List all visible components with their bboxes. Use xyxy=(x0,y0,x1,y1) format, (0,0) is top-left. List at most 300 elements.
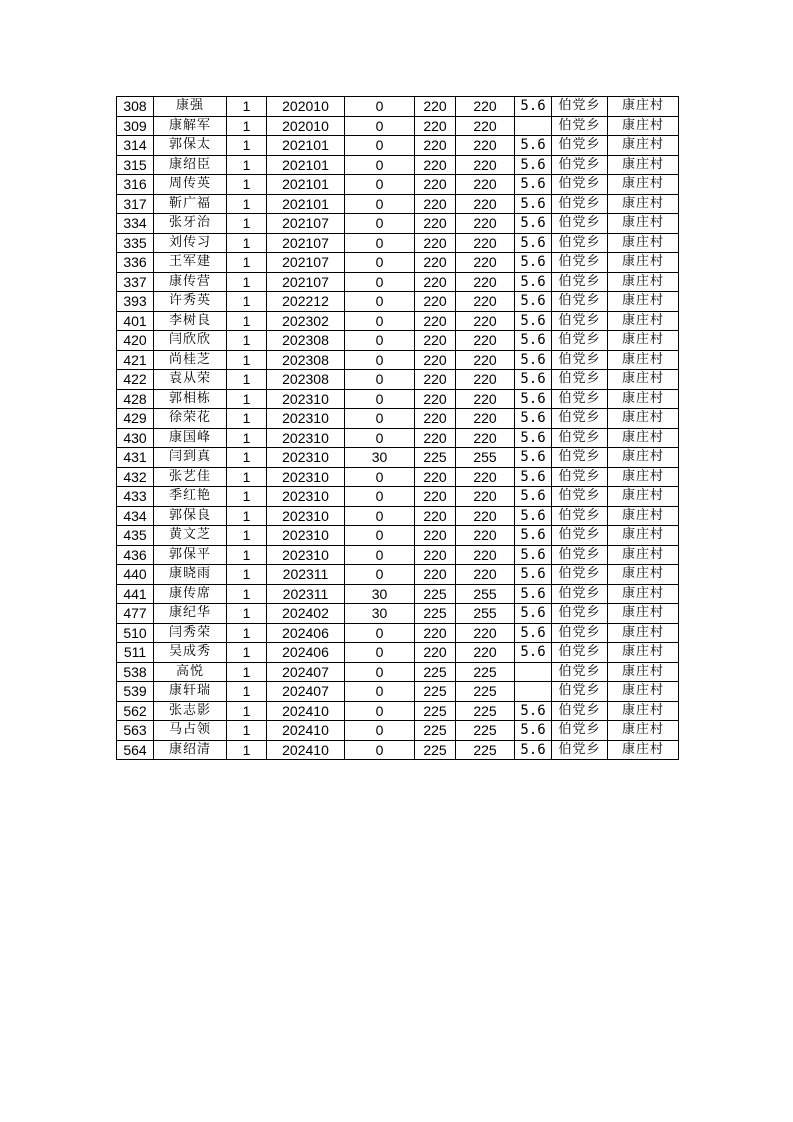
start-month-cell: 202410 xyxy=(267,740,345,760)
rate-cell: 5.6 xyxy=(515,409,552,429)
name-cell: 康轩瑞 xyxy=(154,682,227,702)
base-cell: 220 xyxy=(415,545,456,565)
base-cell: 225 xyxy=(415,721,456,741)
id-cell: 336 xyxy=(117,253,154,273)
start-month-cell: 202406 xyxy=(267,623,345,643)
rate-cell: 5.6 xyxy=(515,467,552,487)
village-cell: 康庄村 xyxy=(608,565,679,585)
rate-cell xyxy=(515,662,552,682)
base-cell: 225 xyxy=(415,682,456,702)
id-cell: 308 xyxy=(117,97,154,117)
name-cell: 康传营 xyxy=(154,272,227,292)
id-cell: 334 xyxy=(117,214,154,234)
start-month-cell: 202310 xyxy=(267,506,345,526)
start-month-cell: 202410 xyxy=(267,701,345,721)
township-cell: 伯党乡 xyxy=(552,214,608,234)
village-cell: 康庄村 xyxy=(608,97,679,117)
village-cell: 康庄村 xyxy=(608,155,679,175)
count-cell: 1 xyxy=(227,311,267,331)
extra-cell: 0 xyxy=(345,194,415,214)
count-cell: 1 xyxy=(227,604,267,624)
total-cell: 220 xyxy=(456,136,515,156)
rate-cell: 5.6 xyxy=(515,604,552,624)
table-row xyxy=(117,740,679,760)
id-cell: 393 xyxy=(117,292,154,312)
start-month-cell: 202302 xyxy=(267,311,345,331)
extra-cell: 0 xyxy=(345,155,415,175)
id-cell: 431 xyxy=(117,448,154,468)
rate-cell: 5.6 xyxy=(515,350,552,370)
name-cell: 康传席 xyxy=(154,584,227,604)
extra-cell: 0 xyxy=(345,662,415,682)
start-month-cell: 202101 xyxy=(267,136,345,156)
rate-cell: 5.6 xyxy=(515,389,552,409)
name-cell: 高悦 xyxy=(154,662,227,682)
extra-cell: 0 xyxy=(345,311,415,331)
base-cell: 220 xyxy=(415,272,456,292)
township-cell: 伯党乡 xyxy=(552,350,608,370)
village-cell: 康庄村 xyxy=(608,194,679,214)
base-cell: 225 xyxy=(415,604,456,624)
table-row xyxy=(117,194,679,214)
rate-cell: 5.6 xyxy=(515,253,552,273)
village-cell: 康庄村 xyxy=(608,506,679,526)
table-row xyxy=(117,311,679,331)
start-month-cell: 202308 xyxy=(267,331,345,351)
township-cell: 伯党乡 xyxy=(552,467,608,487)
id-cell: 563 xyxy=(117,721,154,741)
table-row xyxy=(117,292,679,312)
table-row xyxy=(117,214,679,234)
rate-cell: 5.6 xyxy=(515,623,552,643)
extra-cell: 0 xyxy=(345,233,415,253)
township-cell: 伯党乡 xyxy=(552,448,608,468)
total-cell: 225 xyxy=(456,721,515,741)
total-cell: 255 xyxy=(456,448,515,468)
id-cell: 432 xyxy=(117,467,154,487)
name-cell: 郭保良 xyxy=(154,506,227,526)
name-cell: 李树良 xyxy=(154,311,227,331)
name-cell: 黄文芝 xyxy=(154,526,227,546)
records-table xyxy=(116,96,679,760)
name-cell: 郭保平 xyxy=(154,545,227,565)
village-cell: 康庄村 xyxy=(608,136,679,156)
id-cell: 315 xyxy=(117,155,154,175)
start-month-cell: 202310 xyxy=(267,545,345,565)
name-cell: 王军建 xyxy=(154,253,227,273)
name-cell: 刘传习 xyxy=(154,233,227,253)
total-cell: 220 xyxy=(456,155,515,175)
total-cell: 220 xyxy=(456,272,515,292)
rate-cell xyxy=(515,682,552,702)
base-cell: 220 xyxy=(415,97,456,117)
id-cell: 309 xyxy=(117,116,154,136)
start-month-cell: 202010 xyxy=(267,116,345,136)
name-cell: 尚桂芝 xyxy=(154,350,227,370)
rate-cell: 5.6 xyxy=(515,331,552,351)
table-row xyxy=(117,467,679,487)
rate-cell: 5.6 xyxy=(515,740,552,760)
table-row xyxy=(117,526,679,546)
township-cell: 伯党乡 xyxy=(552,331,608,351)
township-cell: 伯党乡 xyxy=(552,662,608,682)
table-row xyxy=(117,97,679,117)
table-row xyxy=(117,487,679,507)
extra-cell: 0 xyxy=(345,136,415,156)
table-row xyxy=(117,116,679,136)
start-month-cell: 202310 xyxy=(267,526,345,546)
table-body xyxy=(117,97,679,760)
township-cell: 伯党乡 xyxy=(552,292,608,312)
start-month-cell: 202407 xyxy=(267,682,345,702)
name-cell: 许秀英 xyxy=(154,292,227,312)
total-cell: 220 xyxy=(456,175,515,195)
total-cell: 225 xyxy=(456,701,515,721)
village-cell: 康庄村 xyxy=(608,409,679,429)
total-cell: 220 xyxy=(456,428,515,448)
start-month-cell: 202010 xyxy=(267,97,345,117)
name-cell: 马占领 xyxy=(154,721,227,741)
start-month-cell: 202107 xyxy=(267,272,345,292)
base-cell: 220 xyxy=(415,487,456,507)
count-cell: 1 xyxy=(227,370,267,390)
extra-cell: 30 xyxy=(345,584,415,604)
name-cell: 郭相栋 xyxy=(154,389,227,409)
name-cell: 徐荣花 xyxy=(154,409,227,429)
base-cell: 220 xyxy=(415,428,456,448)
start-month-cell: 202107 xyxy=(267,214,345,234)
start-month-cell: 202311 xyxy=(267,565,345,585)
rate-cell: 5.6 xyxy=(515,506,552,526)
start-month-cell: 202310 xyxy=(267,428,345,448)
township-cell: 伯党乡 xyxy=(552,233,608,253)
table-row xyxy=(117,506,679,526)
count-cell: 1 xyxy=(227,740,267,760)
start-month-cell: 202101 xyxy=(267,194,345,214)
village-cell: 康庄村 xyxy=(608,740,679,760)
base-cell: 220 xyxy=(415,565,456,585)
count-cell: 1 xyxy=(227,389,267,409)
extra-cell: 0 xyxy=(345,350,415,370)
total-cell: 220 xyxy=(456,487,515,507)
count-cell: 1 xyxy=(227,116,267,136)
township-cell: 伯党乡 xyxy=(552,253,608,273)
total-cell: 255 xyxy=(456,584,515,604)
rate-cell: 5.6 xyxy=(515,526,552,546)
extra-cell: 30 xyxy=(345,604,415,624)
table-row xyxy=(117,331,679,351)
total-cell: 220 xyxy=(456,370,515,390)
table-row xyxy=(117,565,679,585)
total-cell: 255 xyxy=(456,604,515,624)
total-cell: 220 xyxy=(456,253,515,273)
count-cell: 1 xyxy=(227,506,267,526)
base-cell: 220 xyxy=(415,409,456,429)
extra-cell: 0 xyxy=(345,409,415,429)
id-cell: 440 xyxy=(117,565,154,585)
count-cell: 1 xyxy=(227,526,267,546)
base-cell: 220 xyxy=(415,175,456,195)
table-row xyxy=(117,682,679,702)
base-cell: 220 xyxy=(415,253,456,273)
extra-cell: 0 xyxy=(345,331,415,351)
village-cell: 康庄村 xyxy=(608,331,679,351)
village-cell: 康庄村 xyxy=(608,311,679,331)
extra-cell: 0 xyxy=(345,97,415,117)
table-row xyxy=(117,253,679,273)
name-cell: 袁从荣 xyxy=(154,370,227,390)
extra-cell: 0 xyxy=(345,428,415,448)
extra-cell: 0 xyxy=(345,116,415,136)
name-cell: 张艺佳 xyxy=(154,467,227,487)
base-cell: 220 xyxy=(415,526,456,546)
id-cell: 510 xyxy=(117,623,154,643)
total-cell: 220 xyxy=(456,545,515,565)
village-cell: 康庄村 xyxy=(608,370,679,390)
id-cell: 316 xyxy=(117,175,154,195)
count-cell: 1 xyxy=(227,136,267,156)
base-cell: 220 xyxy=(415,311,456,331)
township-cell: 伯党乡 xyxy=(552,194,608,214)
total-cell: 220 xyxy=(456,311,515,331)
village-cell: 康庄村 xyxy=(608,253,679,273)
village-cell: 康庄村 xyxy=(608,116,679,136)
village-cell: 康庄村 xyxy=(608,682,679,702)
count-cell: 1 xyxy=(227,584,267,604)
table-row xyxy=(117,370,679,390)
base-cell: 225 xyxy=(415,701,456,721)
extra-cell: 0 xyxy=(345,467,415,487)
total-cell: 225 xyxy=(456,682,515,702)
extra-cell: 0 xyxy=(345,389,415,409)
extra-cell: 0 xyxy=(345,682,415,702)
count-cell: 1 xyxy=(227,331,267,351)
total-cell: 225 xyxy=(456,662,515,682)
township-cell: 伯党乡 xyxy=(552,155,608,175)
rate-cell: 5.6 xyxy=(515,233,552,253)
id-cell: 428 xyxy=(117,389,154,409)
extra-cell: 0 xyxy=(345,565,415,585)
count-cell: 1 xyxy=(227,467,267,487)
count-cell: 1 xyxy=(227,662,267,682)
name-cell: 周传英 xyxy=(154,175,227,195)
extra-cell: 0 xyxy=(345,643,415,663)
table-row xyxy=(117,701,679,721)
start-month-cell: 202212 xyxy=(267,292,345,312)
township-cell: 伯党乡 xyxy=(552,721,608,741)
base-cell: 220 xyxy=(415,292,456,312)
table-row xyxy=(117,643,679,663)
total-cell: 220 xyxy=(456,97,515,117)
village-cell: 康庄村 xyxy=(608,233,679,253)
count-cell: 1 xyxy=(227,682,267,702)
name-cell: 康绍臣 xyxy=(154,155,227,175)
table-row xyxy=(117,233,679,253)
total-cell: 225 xyxy=(456,740,515,760)
village-cell: 康庄村 xyxy=(608,292,679,312)
id-cell: 335 xyxy=(117,233,154,253)
base-cell: 220 xyxy=(415,623,456,643)
base-cell: 225 xyxy=(415,662,456,682)
count-cell: 1 xyxy=(227,565,267,585)
count-cell: 1 xyxy=(227,175,267,195)
township-cell: 伯党乡 xyxy=(552,487,608,507)
extra-cell: 0 xyxy=(345,214,415,234)
table-row xyxy=(117,662,679,682)
total-cell: 220 xyxy=(456,565,515,585)
start-month-cell: 202308 xyxy=(267,370,345,390)
table-row xyxy=(117,428,679,448)
table-row xyxy=(117,721,679,741)
village-cell: 康庄村 xyxy=(608,623,679,643)
extra-cell: 0 xyxy=(345,506,415,526)
base-cell: 220 xyxy=(415,155,456,175)
table-row xyxy=(117,623,679,643)
id-cell: 539 xyxy=(117,682,154,702)
village-cell: 康庄村 xyxy=(608,272,679,292)
village-cell: 康庄村 xyxy=(608,721,679,741)
village-cell: 康庄村 xyxy=(608,428,679,448)
rate-cell: 5.6 xyxy=(515,701,552,721)
total-cell: 220 xyxy=(456,526,515,546)
rate-cell: 5.6 xyxy=(515,214,552,234)
village-cell: 康庄村 xyxy=(608,175,679,195)
id-cell: 477 xyxy=(117,604,154,624)
base-cell: 220 xyxy=(415,214,456,234)
id-cell: 337 xyxy=(117,272,154,292)
table-row xyxy=(117,409,679,429)
extra-cell: 0 xyxy=(345,272,415,292)
village-cell: 康庄村 xyxy=(608,604,679,624)
start-month-cell: 202410 xyxy=(267,721,345,741)
village-cell: 康庄村 xyxy=(608,448,679,468)
base-cell: 225 xyxy=(415,448,456,468)
id-cell: 434 xyxy=(117,506,154,526)
township-cell: 伯党乡 xyxy=(552,97,608,117)
township-cell: 伯党乡 xyxy=(552,604,608,624)
base-cell: 220 xyxy=(415,194,456,214)
start-month-cell: 202310 xyxy=(267,389,345,409)
id-cell: 564 xyxy=(117,740,154,760)
id-cell: 314 xyxy=(117,136,154,156)
village-cell: 康庄村 xyxy=(608,643,679,663)
rate-cell: 5.6 xyxy=(515,448,552,468)
village-cell: 康庄村 xyxy=(608,467,679,487)
start-month-cell: 202402 xyxy=(267,604,345,624)
count-cell: 1 xyxy=(227,428,267,448)
rate-cell: 5.6 xyxy=(515,292,552,312)
name-cell: 闫秀荣 xyxy=(154,623,227,643)
count-cell: 1 xyxy=(227,97,267,117)
start-month-cell: 202407 xyxy=(267,662,345,682)
rate-cell: 5.6 xyxy=(515,175,552,195)
base-cell: 220 xyxy=(415,233,456,253)
id-cell: 421 xyxy=(117,350,154,370)
count-cell: 1 xyxy=(227,701,267,721)
base-cell: 220 xyxy=(415,643,456,663)
name-cell: 闫欣欣 xyxy=(154,331,227,351)
base-cell: 220 xyxy=(415,506,456,526)
start-month-cell: 202107 xyxy=(267,253,345,273)
base-cell: 220 xyxy=(415,116,456,136)
name-cell: 靳广福 xyxy=(154,194,227,214)
count-cell: 1 xyxy=(227,155,267,175)
rate-cell: 5.6 xyxy=(515,643,552,663)
start-month-cell: 202310 xyxy=(267,409,345,429)
township-cell: 伯党乡 xyxy=(552,175,608,195)
table-row xyxy=(117,136,679,156)
township-cell: 伯党乡 xyxy=(552,565,608,585)
id-cell: 435 xyxy=(117,526,154,546)
township-cell: 伯党乡 xyxy=(552,311,608,331)
village-cell: 康庄村 xyxy=(608,584,679,604)
rate-cell: 5.6 xyxy=(515,272,552,292)
rate-cell: 5.6 xyxy=(515,370,552,390)
extra-cell: 0 xyxy=(345,175,415,195)
village-cell: 康庄村 xyxy=(608,526,679,546)
name-cell: 张志影 xyxy=(154,701,227,721)
village-cell: 康庄村 xyxy=(608,487,679,507)
id-cell: 430 xyxy=(117,428,154,448)
township-cell: 伯党乡 xyxy=(552,428,608,448)
name-cell: 康国峰 xyxy=(154,428,227,448)
table-row xyxy=(117,350,679,370)
extra-cell: 0 xyxy=(345,545,415,565)
id-cell: 422 xyxy=(117,370,154,390)
name-cell: 康解军 xyxy=(154,116,227,136)
start-month-cell: 202310 xyxy=(267,467,345,487)
total-cell: 220 xyxy=(456,389,515,409)
village-cell: 康庄村 xyxy=(608,389,679,409)
rate-cell: 5.6 xyxy=(515,428,552,448)
village-cell: 康庄村 xyxy=(608,545,679,565)
id-cell: 511 xyxy=(117,643,154,663)
extra-cell: 0 xyxy=(345,623,415,643)
township-cell: 伯党乡 xyxy=(552,116,608,136)
id-cell: 317 xyxy=(117,194,154,214)
start-month-cell: 202406 xyxy=(267,643,345,663)
township-cell: 伯党乡 xyxy=(552,545,608,565)
village-cell: 康庄村 xyxy=(608,662,679,682)
count-cell: 1 xyxy=(227,292,267,312)
id-cell: 436 xyxy=(117,545,154,565)
township-cell: 伯党乡 xyxy=(552,389,608,409)
township-cell: 伯党乡 xyxy=(552,506,608,526)
base-cell: 220 xyxy=(415,331,456,351)
total-cell: 220 xyxy=(456,467,515,487)
table-row xyxy=(117,272,679,292)
extra-cell: 0 xyxy=(345,701,415,721)
township-cell: 伯党乡 xyxy=(552,682,608,702)
count-cell: 1 xyxy=(227,409,267,429)
extra-cell: 0 xyxy=(345,292,415,312)
id-cell: 401 xyxy=(117,311,154,331)
name-cell: 郭保太 xyxy=(154,136,227,156)
total-cell: 220 xyxy=(456,331,515,351)
table-row xyxy=(117,175,679,195)
township-cell: 伯党乡 xyxy=(552,584,608,604)
total-cell: 220 xyxy=(456,194,515,214)
total-cell: 220 xyxy=(456,350,515,370)
rate-cell: 5.6 xyxy=(515,565,552,585)
count-cell: 1 xyxy=(227,272,267,292)
name-cell: 康纪华 xyxy=(154,604,227,624)
count-cell: 1 xyxy=(227,721,267,741)
name-cell: 康晓雨 xyxy=(154,565,227,585)
township-cell: 伯党乡 xyxy=(552,370,608,390)
count-cell: 1 xyxy=(227,194,267,214)
extra-cell: 0 xyxy=(345,740,415,760)
